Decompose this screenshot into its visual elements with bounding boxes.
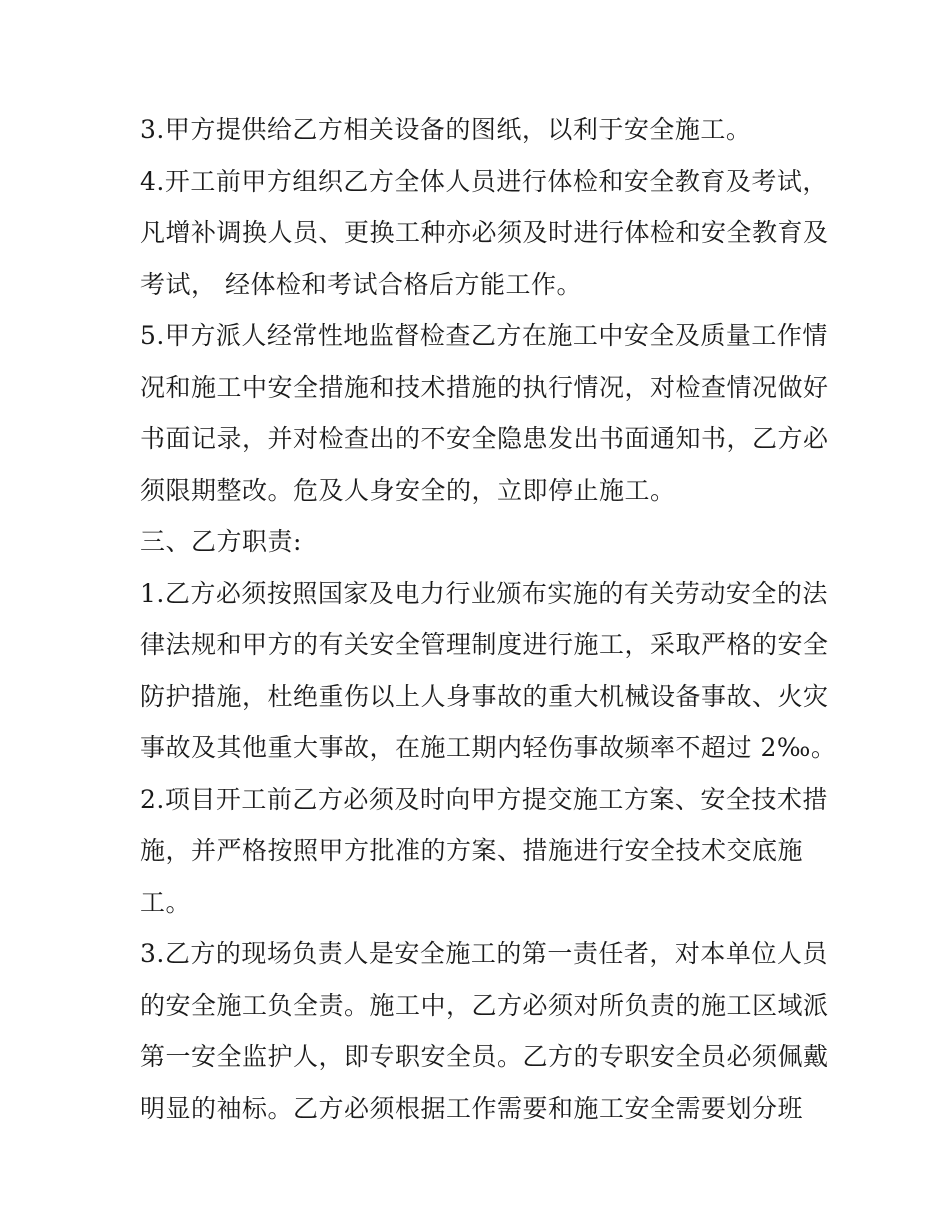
text-line: 1.乙方必须按照国家及电力行业颁布实施的有关劳动安全的法 [140,578,828,608]
text-line: 须限期整改。危及人身安全的，立即停止施工。 [140,475,676,505]
text-line: 5.甲方派人经常性地监督检查乙方在施工中安全及质量工作情 [140,321,828,350]
text-line: 明显的袖标。乙方必须根据工作需要和施工安全需要划分班 [140,1093,804,1123]
text-line: 施，并严格按照甲方批准的方案、措施进行安全技术交底施 [140,836,804,865]
text-line: 3.乙方的现场负责人是安全施工的第一责任者，对本单位人员 [140,939,828,968]
text-line: 的安全施工负全责。施工中，乙方必须对所负责的施工区域派 [140,990,829,1020]
text-line: 防护措施，杜绝重伤以上人身事故的重大机械设备事故、火灾 [140,681,829,711]
text-line: 况和施工中安全措施和技术措施的执行情况，对检查情况做好 [140,372,829,402]
text-line: 4.开工前甲方组织乙方全体人员进行体检和安全教育及考试， [140,166,828,196]
text-line: 书面记录，并对检查出的不安全隐患发出书面通知书，乙方必 [140,424,829,453]
section-heading: 三、乙方职责: [140,527,302,556]
text-line: 律法规和甲方的有关安全管理制度进行施工，采取严格的安全 [140,630,829,659]
text-line: 工。 [140,887,192,917]
text-line: 考试， 经体检和考试合格后方能工作。 [140,269,582,299]
text-line: 第一安全监护人，即专职安全员。乙方的专职安全员必须佩戴 [140,1042,829,1071]
text-line: 2.项目开工前乙方必须及时向甲方提交施工方案、安全技术措 [140,784,828,814]
text-line: 事故及其他重大事故，在施工期内轻伤事故频率不超过 2‰。 [140,733,837,762]
text-line: 3.甲方提供给乙方相关设备的图纸，以利于安全施工。 [140,115,752,144]
text-line: 凡增补调换人员、更换工种亦必须及时进行体检和安全教育及 [140,218,829,247]
document-body [140,104,840,1134]
